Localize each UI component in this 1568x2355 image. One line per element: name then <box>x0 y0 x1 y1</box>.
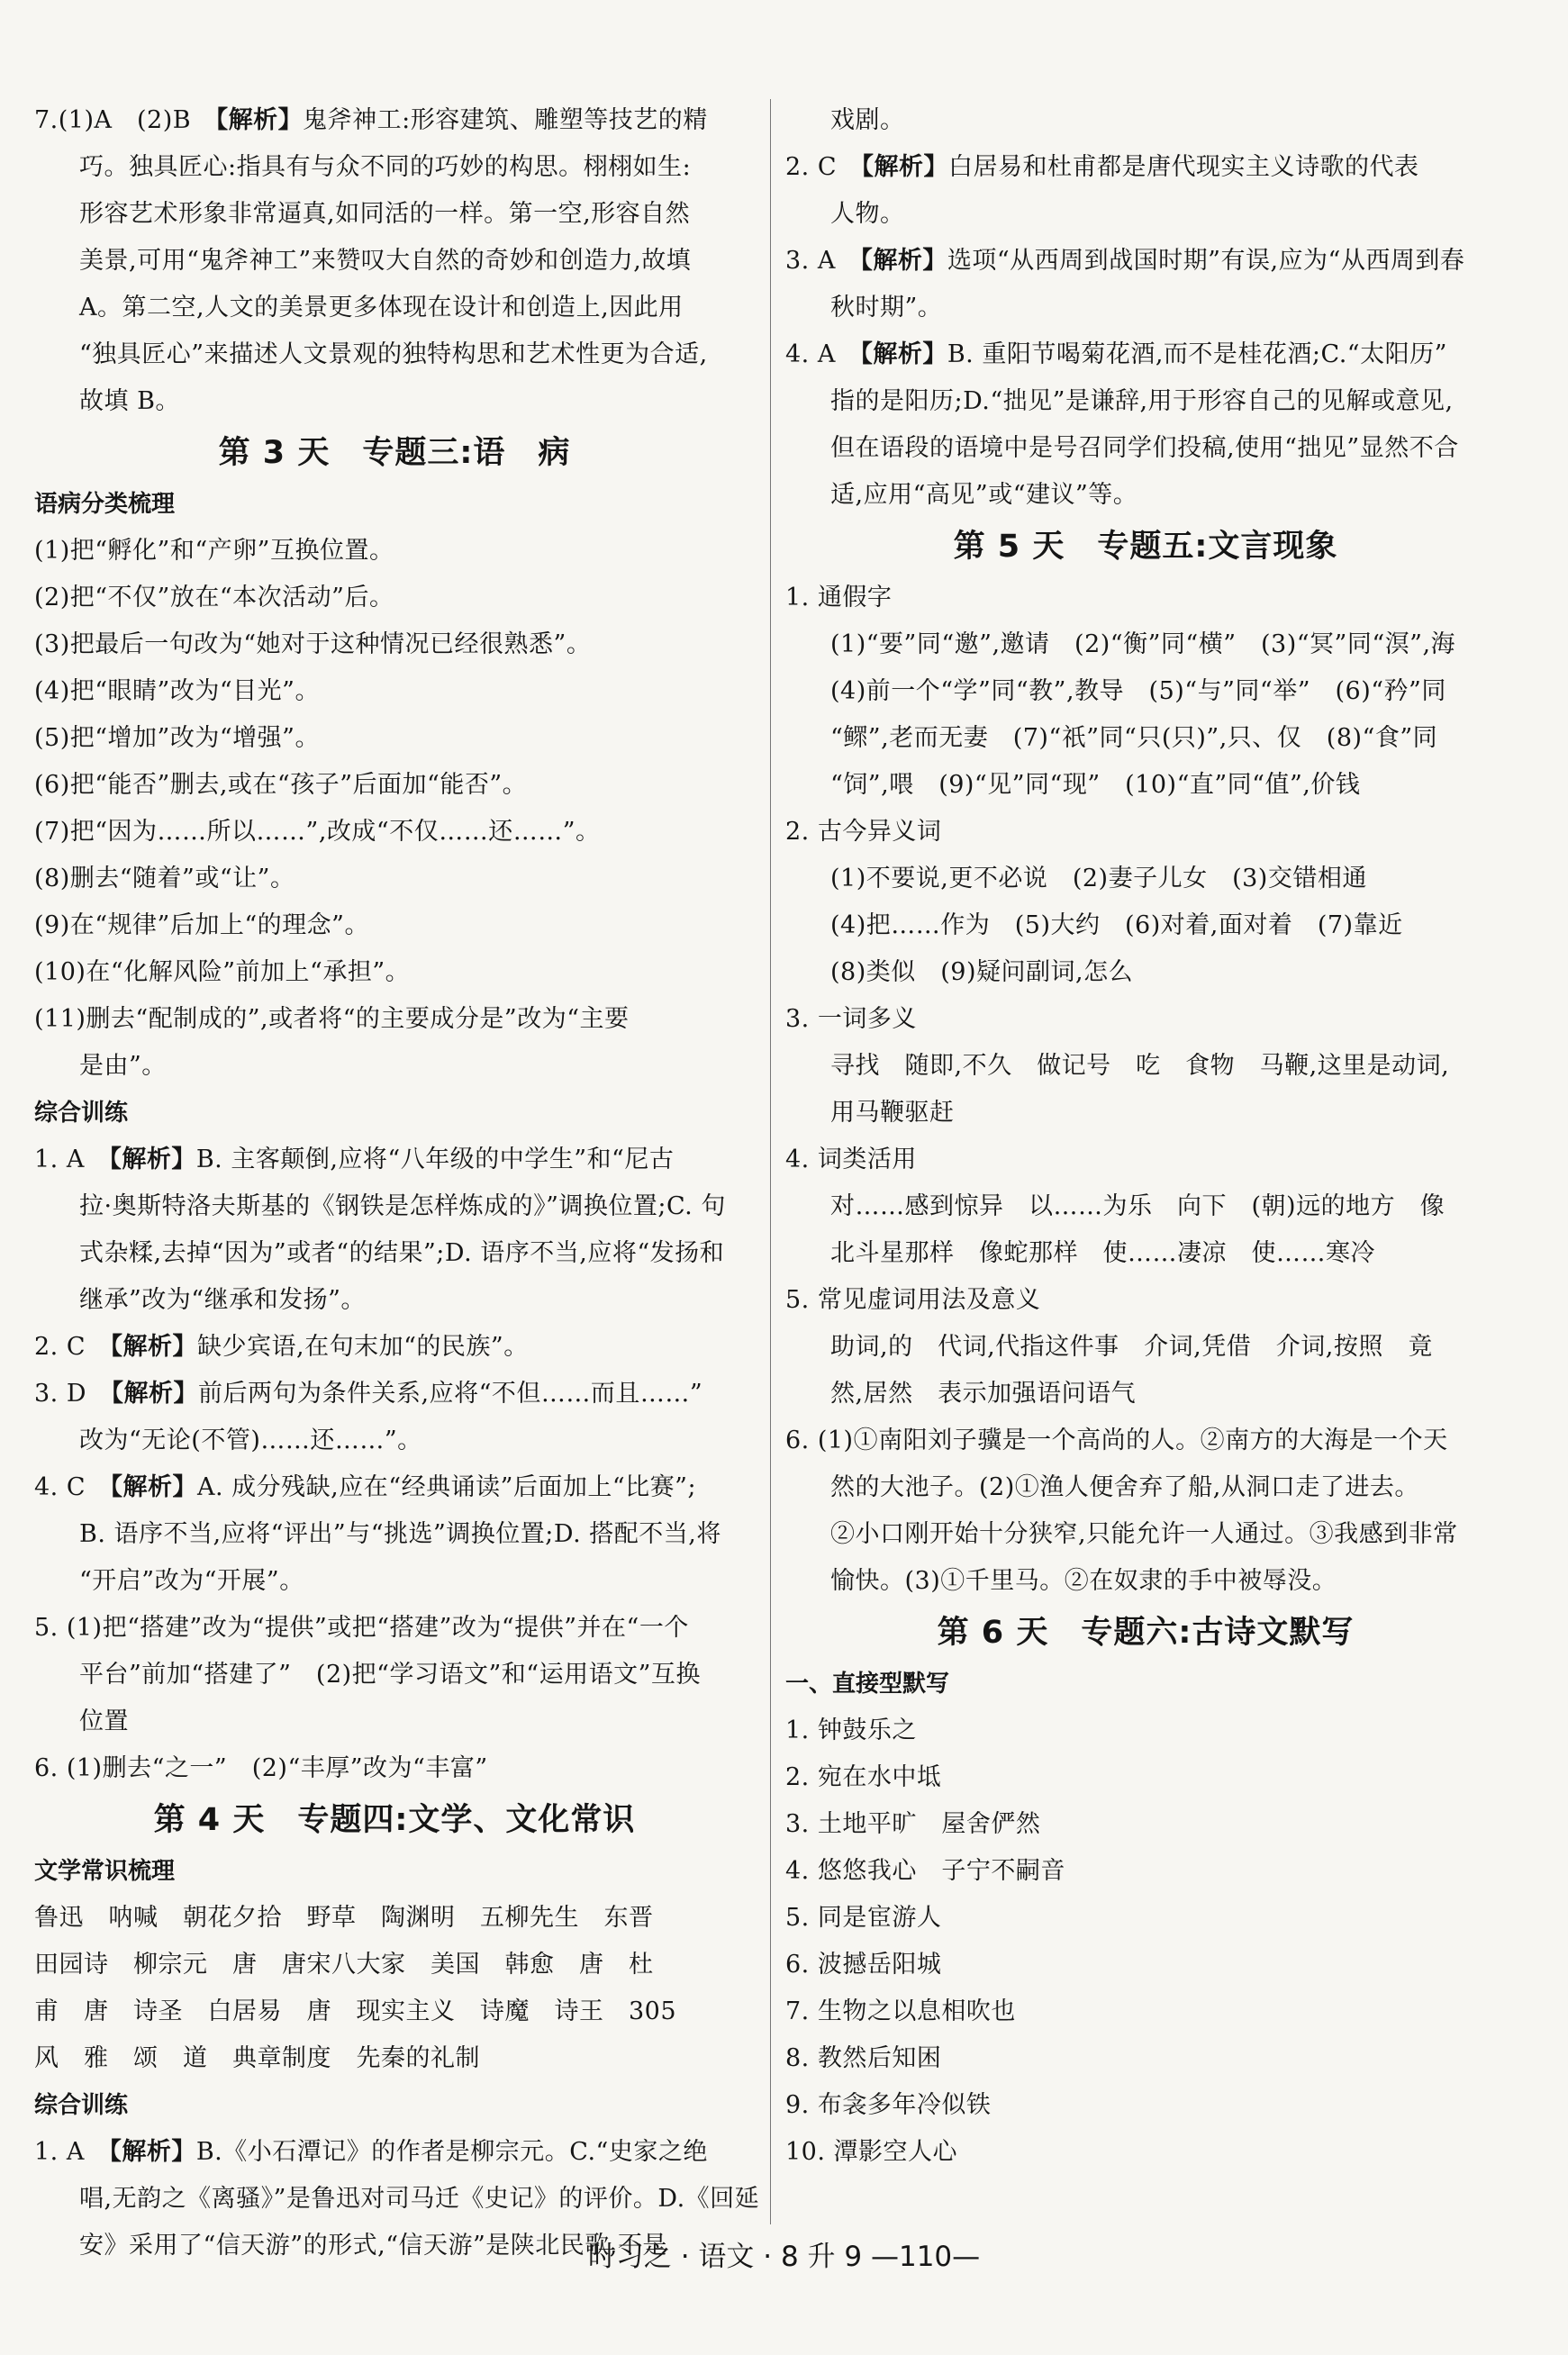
analysis-tag: 【解析】 <box>860 247 947 275</box>
text-line <box>34 1745 755 1792</box>
text-line <box>785 1137 1506 1183</box>
section-heading: 第 4 天 专题四:文学、文化常识 <box>153 1802 636 1838</box>
text-segment: (5)把“增加”改为“增强”。 <box>34 724 320 752</box>
text-line <box>34 378 755 425</box>
analysis-tag: 【解析】 <box>111 1380 198 1408</box>
text-segment: 1. 通假字 <box>785 584 893 611</box>
text-segment: 巧。独具匠心:指具有与众不同的巧妙的构思。栩栩如生: <box>79 153 692 181</box>
text-segment: 9. 布衾多年冷似铁 <box>785 2091 992 2119</box>
text-segment: 是由”。 <box>79 1052 167 1080</box>
text-segment: (1)“要”同“邀”,邀请 (2)“衡”同“横” (3)“冥”同“溟”,海 <box>830 630 1456 658</box>
text-segment: (6)把“能否”删去,或在“孩子”后面加“能否”。 <box>34 771 528 799</box>
text-line <box>34 621 755 668</box>
text-line <box>34 1464 755 1511</box>
text-segment: 前后两句为条件关系,应将“不但……而且……” <box>198 1380 703 1408</box>
text-line <box>34 1558 755 1605</box>
text-segment: B. 语序不当,应将“评出”与“挑选”调换位置;D. 搭配不当,将 <box>79 1520 721 1548</box>
text-line <box>34 856 755 902</box>
text-segment: (4)把“眼睛”改为“目光”。 <box>34 677 320 705</box>
text-segment: 安》采用了“信天游”的形式,“信天游”是陕北民歌,不是 <box>79 2232 667 2260</box>
text-line <box>785 2129 1506 2176</box>
text-line <box>785 1988 1506 2035</box>
text-line <box>785 238 1506 285</box>
text-line <box>34 1277 755 1324</box>
text-segment: (4)把……作为 (5)大约 (6)对着,面对着 (7)靠近 <box>830 911 1403 939</box>
text-segment: 1. A <box>34 1146 110 1173</box>
text-segment: (2)把“不仅”放在“本次活动”后。 <box>34 584 394 611</box>
text-segment: (1)不要说,更不必说 (2)妻子儿女 (3)交错相通 <box>830 865 1367 892</box>
text-segment: 人物。 <box>830 200 905 228</box>
text-line <box>785 1942 1506 1988</box>
text-line <box>785 331 1506 378</box>
text-line <box>785 762 1506 809</box>
text-segment: 5. 同是宦游人 <box>785 1904 942 1932</box>
text-segment: (11)删去“配制成的”,或者将“的主要成分是”改为“主要 <box>34 1005 630 1033</box>
text-line <box>785 621 1506 668</box>
subsection-heading: 综合训练 <box>34 2092 129 2119</box>
text-line <box>34 1371 755 1418</box>
text-line <box>34 1418 755 1464</box>
text-segment: 美景,可用“鬼斧神工”来赞叹大自然的奇妙和创造力,故填 <box>79 247 692 275</box>
text-line <box>785 809 1506 856</box>
text-segment: 然的大池子。(2)①渔人便舍弃了船,从洞口走了进去。 <box>830 1473 1419 1501</box>
text-line <box>34 285 755 331</box>
text-segment: 改为“无论(不管)……还……”。 <box>79 1427 422 1454</box>
column-divider <box>770 99 771 2224</box>
text-segment: 2. C <box>34 1333 111 1361</box>
subsection-heading: 语病分类梳理 <box>34 491 176 518</box>
text-line <box>785 191 1506 238</box>
text-line <box>785 1848 1506 1895</box>
text-segment: 风 雅 颂 道 典章制度 先秦的礼制 <box>34 2044 480 2072</box>
text-segment: (9)在“规律”后加上“的理念”。 <box>34 911 369 939</box>
text-line <box>785 949 1506 996</box>
text-line <box>34 97 755 144</box>
section-heading: 第 6 天 专题六:古诗文默写 <box>937 1615 1355 1651</box>
text-segment: 4. 词类活用 <box>785 1146 917 1173</box>
text-segment: 7. 生物之以息相吹也 <box>785 1997 1016 2025</box>
analysis-tag: 【解析】 <box>110 1473 198 1501</box>
text-line <box>785 2082 1506 2129</box>
text-segment: 寻找 随即,不久 做记号 吃 食物 马鞭,这里是动词, <box>830 1052 1450 1080</box>
text-line <box>34 1043 755 1090</box>
text-segment: 秋时期”。 <box>830 294 943 322</box>
text-line <box>785 1043 1506 1090</box>
text-line <box>34 1605 755 1652</box>
text-line <box>34 996 755 1043</box>
text-segment: 式杂糅,去掉“因为”或者“的结果”;D. 语序不当,应将“发扬和 <box>79 1239 725 1267</box>
text-segment: 继承”改为“继承和发扬”。 <box>79 1286 366 1314</box>
text-segment: (1)把“孵化”和“产卵”互换位置。 <box>34 537 394 565</box>
text-line <box>785 144 1506 191</box>
right-column <box>785 97 1506 2176</box>
text-line <box>785 285 1506 331</box>
text-line <box>34 1942 755 1988</box>
text-line <box>34 949 755 996</box>
text-segment: 白居易和杜甫都是唐代现实主义诗歌的代表 <box>948 153 1419 181</box>
text-line <box>34 1511 755 1558</box>
text-segment: B.《小石潭记》的作者是柳宗元。C.“史家之绝 <box>195 2138 708 2166</box>
text-segment: 田园诗 柳宗元 唐 唐宋八大家 美国 韩愈 唐 杜 <box>34 1951 654 1979</box>
text-line <box>34 1183 755 1230</box>
text-segment: A。第二空,人文的美景更多体现在设计和创造上,因此用 <box>79 294 684 322</box>
text-segment: 4. C <box>34 1473 111 1501</box>
subsection-heading: 文学常识梳理 <box>34 1858 176 1885</box>
text-segment: 唱,无韵之《离骚》”是鲁迅对司马迁《史记》的评价。D.《回延 <box>79 2185 760 2213</box>
text-segment: 7.(1)A (2)B <box>34 106 216 134</box>
text-segment: 2. 宛在水中坻 <box>785 1763 942 1791</box>
text-segment: 北斗星那样 像蛇那样 使……凄凉 使……寒冷 <box>830 1239 1375 1267</box>
text-segment: 位置 <box>79 1707 129 1735</box>
text-segment: 指的是阳历;D.“拙见”是谦辞,用于形容自己的见解或意见, <box>830 387 1454 415</box>
text-line <box>34 528 755 575</box>
text-segment: 2. C <box>785 153 862 181</box>
text-segment: 拉·奥斯特洛夫斯基的《钢铁是怎样炼成的》”调换位置;C. 句 <box>79 1192 726 1220</box>
text-line <box>785 668 1506 715</box>
analysis-tag: 【解析】 <box>109 1146 196 1173</box>
text-segment: 戏剧。 <box>830 106 905 134</box>
text-segment: 愉快。(3)①千里马。②在奴隶的手中被辱没。 <box>830 1567 1337 1595</box>
text-line <box>785 1464 1506 1511</box>
text-line <box>785 1707 1506 1754</box>
text-segment: 6. (1)删去“之一” (2)“丰厚”改为“丰富” <box>34 1754 488 1782</box>
text-segment: (8)类似 (9)疑问副词,怎么 <box>830 958 1134 986</box>
text-line <box>34 2129 755 2176</box>
text-segment: (10)在“化解风险”前加上“承担”。 <box>34 958 411 986</box>
text-segment: (4)前一个“学”同“教”,教导 (5)“与”同“举” (6)“矜”同 <box>830 677 1446 705</box>
analysis-tag: 【解析】 <box>860 340 947 368</box>
text-segment: 3. A <box>785 247 861 275</box>
text-line <box>34 1137 755 1183</box>
text-segment: 助词,的 代词,代指这件事 介词,凭借 介词,按照 竟 <box>830 1333 1433 1361</box>
analysis-tag: 【解析】 <box>215 106 304 134</box>
text-segment: 鲁迅 呐喊 朝花夕拾 野草 陶渊明 五柳先生 东晋 <box>34 1904 654 1932</box>
text-line <box>785 1371 1506 1418</box>
text-segment: (7)把“因为……所以……”,改成“不仅……还……”。 <box>34 818 601 846</box>
text-line <box>785 1558 1506 1605</box>
text-segment: 2. 古今异义词 <box>785 818 942 846</box>
text-segment: (3)把最后一句改为“她对于这种情况已经很熟悉”。 <box>34 630 592 658</box>
text-line <box>785 378 1506 425</box>
text-segment: 3. D <box>34 1380 112 1408</box>
text-segment: 5. 常见虚词用法及意义 <box>785 1286 1041 1314</box>
text-segment: 缺少宾语,在句末加“的民族”。 <box>197 1333 529 1361</box>
text-segment: 选项“从西周到战国时期”有误,应为“从西周到春 <box>947 247 1465 275</box>
text-line <box>34 1988 755 2035</box>
analysis-tag: 【解析】 <box>861 153 949 181</box>
text-line <box>34 715 755 762</box>
text-segment: 故填 B。 <box>79 387 180 415</box>
text-segment: 6. 波撼岳阳城 <box>785 1951 942 1979</box>
text-line <box>34 1324 755 1371</box>
text-line <box>785 1183 1506 1230</box>
text-line <box>785 715 1506 762</box>
text-line <box>34 668 755 715</box>
text-segment: 6. (1)①南阳刘子骥是一个高尚的人。②南方的大海是一个天 <box>785 1427 1448 1454</box>
subsection-heading: 综合训练 <box>34 1100 129 1127</box>
text-line <box>34 1652 755 1698</box>
text-line <box>785 97 1506 144</box>
text-segment: “独具匠心”来描述人文景观的独特构思和艺术性更为合适, <box>79 340 708 368</box>
text-line <box>785 1418 1506 1464</box>
text-segment: “饲”,喂 (9)“见”同“现” (10)“直”同“值”,价钱 <box>830 771 1361 799</box>
text-line <box>785 2035 1506 2082</box>
text-line <box>785 1895 1506 1942</box>
analysis-tag: 【解析】 <box>109 2138 196 2166</box>
text-line <box>34 2176 760 2223</box>
text-segment: “开启”改为“开展”。 <box>79 1567 304 1595</box>
text-line <box>785 996 1506 1043</box>
text-line <box>785 1801 1506 1848</box>
text-line <box>34 2035 755 2082</box>
page-footer: 时习之 · 语文 · 8 升 9 —110— <box>587 2241 981 2273</box>
text-line <box>785 1090 1506 1137</box>
text-line <box>785 1230 1506 1277</box>
text-segment: 3. 土地平旷 屋舍俨然 <box>785 1810 1041 1838</box>
text-segment: 4. 悠悠我心 子宁不嗣音 <box>785 1857 1065 1885</box>
text-line <box>785 902 1506 949</box>
text-segment: ②小口刚开始十分狭窄,只能允许一人通过。③我感到非常 <box>830 1520 1458 1548</box>
text-segment: 对……感到惊异 以……为乐 向下 (朝)远的地方 像 <box>830 1192 1446 1220</box>
text-segment: 8. 教然后知困 <box>785 2044 942 2072</box>
text-segment: 适,应用“高见”或“建议”等。 <box>830 481 1138 509</box>
text-line <box>785 856 1506 902</box>
left-column <box>34 97 760 2269</box>
text-segment: 5. (1)把“搭建”改为“提供”或把“搭建”改为“提供”并在“一个 <box>34 1614 689 1642</box>
text-line <box>34 1895 755 1942</box>
text-segment: 形容艺术形象非常逼真,如同活的一样。第一空,形容自然 <box>79 200 691 228</box>
subsection-heading: 一、直接型默写 <box>785 1671 950 1698</box>
section-heading: 第 3 天 专题三:语 病 <box>218 435 571 471</box>
analysis-tag: 【解析】 <box>110 1333 198 1361</box>
text-line <box>34 809 755 856</box>
text-segment: 1. A <box>34 2138 110 2166</box>
text-line <box>34 238 755 285</box>
text-segment: 然,居然 表示加强语问语气 <box>830 1380 1137 1408</box>
text-line <box>785 1277 1506 1324</box>
text-segment: 鬼斧神工:形容建筑、雕塑等技艺的精 <box>303 106 708 134</box>
text-segment: 10. 潭影空人心 <box>785 2138 958 2166</box>
text-segment: 用马鞭驱赶 <box>830 1099 955 1127</box>
text-line <box>34 1230 755 1277</box>
text-line <box>34 331 755 378</box>
text-line <box>785 472 1506 519</box>
text-line <box>34 1698 755 1745</box>
text-line <box>785 1754 1506 1801</box>
text-line <box>34 762 755 809</box>
text-line <box>785 425 1506 472</box>
text-segment: 1. 钟鼓乐之 <box>785 1716 917 1744</box>
text-line <box>785 1324 1506 1371</box>
section-heading: 第 5 天 专题五:文言现象 <box>953 529 1338 565</box>
text-segment: B. 重阳节喝菊花酒,而不是桂花酒;C.“太阳历” <box>947 340 1447 368</box>
text-line <box>785 1511 1506 1558</box>
text-segment: 3. 一词多义 <box>785 1005 917 1033</box>
text-line <box>785 575 1506 621</box>
text-line <box>34 144 755 191</box>
text-segment: 平台”前加“搭建了” (2)把“学习语文”和“运用语文”互换 <box>79 1661 701 1689</box>
text-segment: (8)删去“随着”或“让”。 <box>34 865 295 892</box>
text-line <box>34 902 755 949</box>
text-line <box>34 575 755 621</box>
text-segment: 但在语段的语境中是号召同学们投稿,使用“拙见”显然不合 <box>830 434 1459 462</box>
text-segment: 甫 唐 诗圣 白居易 唐 现实主义 诗魔 诗王 305 <box>34 1997 677 2025</box>
text-segment: B. 主客颠倒,应将“八年级的中学生”和“尼古 <box>195 1146 675 1173</box>
text-segment: 4. A <box>785 340 861 368</box>
text-line <box>34 191 755 238</box>
text-segment: A. 成分残缺,应在“经典诵读”后面加上“比赛”; <box>197 1473 697 1501</box>
text-segment: “鳏”,老而无妻 (7)“祇”同“只(只)”,只、仅 (8)“食”同 <box>830 724 1438 752</box>
